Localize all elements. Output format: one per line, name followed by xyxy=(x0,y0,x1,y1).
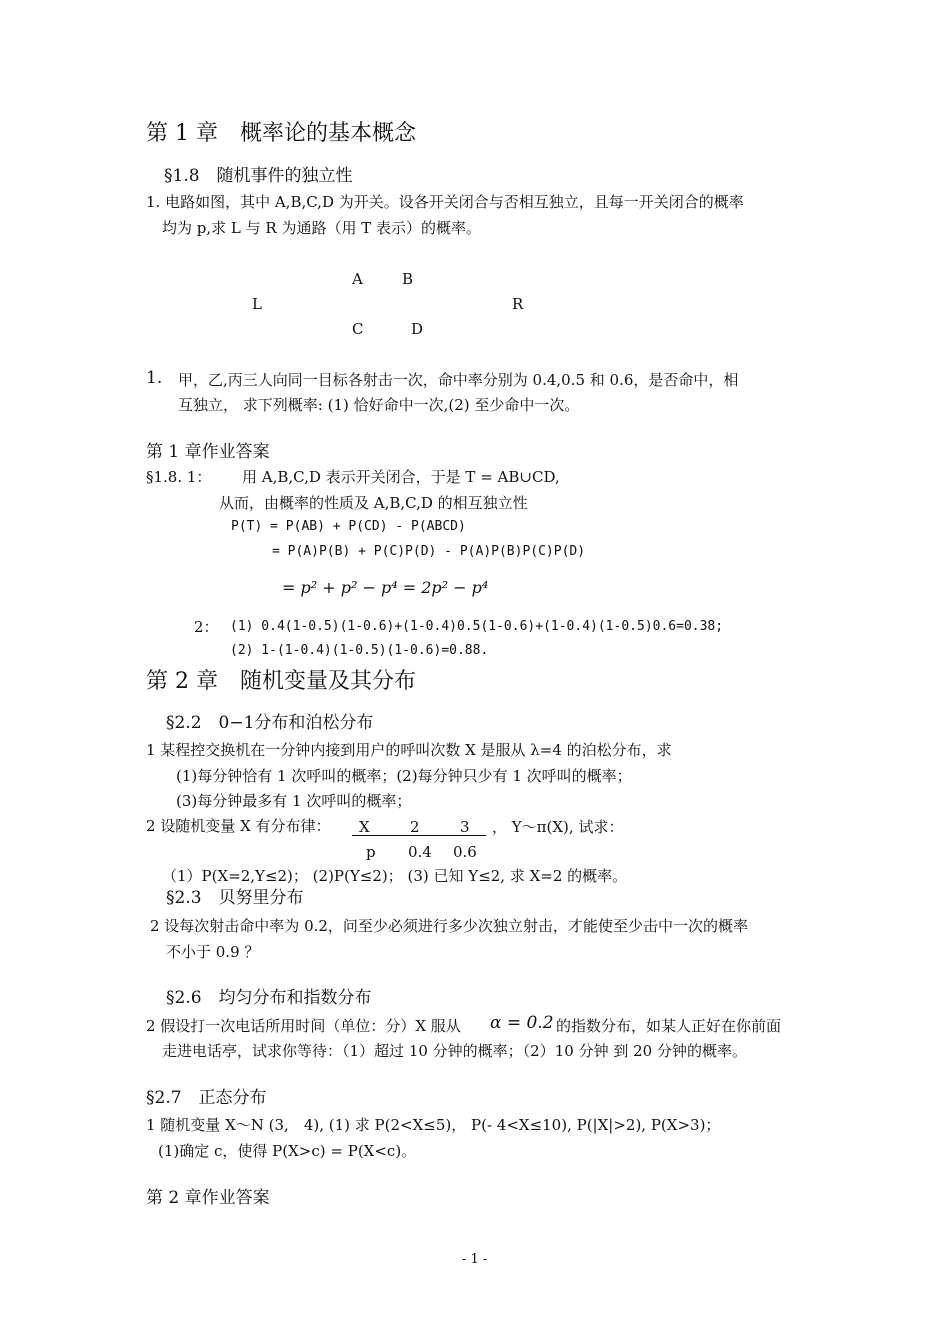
problem-2-line-1: 甲，乙,丙三人向同一目标各射击一次，命中率分别为 0.4,0.5 和 0.6，是否命中，相 xyxy=(178,371,739,389)
table-prob-2: 0.6 xyxy=(453,843,477,861)
switch-d-label: D xyxy=(411,320,424,338)
alpha-formula: α = 0.2 xyxy=(490,1013,554,1033)
switch-a-label: A xyxy=(352,270,363,288)
section-2-3-heading: §2.3 贝努里分布 xyxy=(166,888,304,908)
answer-1-label: §1.8. 1： xyxy=(146,468,212,486)
section-2-2-heading: §2.2 0−1分布和泊松分布 xyxy=(166,713,374,733)
problem-1-line-1: 1. 电路如图，其中 A,B,C,D 为开关。设各开关闭合与否相互独立，且每一开关闭合的概率 xyxy=(146,193,744,211)
switch-b-label: B xyxy=(402,270,414,288)
ch2-problem-1-line-1: 1 某程控交换机在一分钟内接到用户的呼叫次数 X 是服从 λ=4 的泊松分布，求 xyxy=(146,741,672,759)
ch2-problem-4-line-1a: 2 假设打一次电话所用时间（单位：分）X 服从 xyxy=(146,1017,461,1035)
switch-c-label: C xyxy=(352,320,364,338)
ch2-problem-5-line-2: (1)确定 c，使得 P(X>c) = P(X<c)。 xyxy=(158,1142,417,1160)
table-p-header: p xyxy=(366,843,376,861)
ch2-problem-2-lead: 2 设随机变量 X 有分布律： xyxy=(146,817,331,835)
ch2-problem-5-line-1: 1 随机变量 X～N (3, 4), (1) 求 P(2<X≤5)， P(- 4<X≤10), P(|X|>2), P(X>3)； xyxy=(146,1116,721,1134)
answer-2-label: 2： xyxy=(194,618,219,636)
answer-1-formula: = p² + p² − p⁴ = 2p² − p⁴ xyxy=(282,578,489,597)
table-rule xyxy=(352,835,486,836)
chapter-1-answers-title: 第 1 章作业答案 xyxy=(146,442,270,462)
section-1-8-heading: §1.8 随机事件的独立性 xyxy=(164,166,353,186)
section-2-6-heading: §2.6 均匀分布和指数分布 xyxy=(166,988,372,1008)
table-prob-1: 0.4 xyxy=(408,843,432,861)
chapter-2-answers-title: 第 2 章作业答案 xyxy=(146,1188,270,1208)
table-value-2: 2 xyxy=(410,818,420,836)
page-number: - 1 - xyxy=(462,1252,488,1267)
ch2-problem-2-tail: ， Y～π(X), 试求： xyxy=(492,818,624,836)
chapter-2-title: 第 2 章 随机变量及其分布 xyxy=(146,669,416,694)
ch2-problem-1-line-2: (1)每分钟恰有 1 次呼叫的概率；(2)每分钟只少有 1 次呼叫的概率； xyxy=(176,767,632,785)
answer-1-line-4: = P(A)P(B) + P(C)P(D) - P(A)P(B)P(C)P(D) xyxy=(272,544,586,559)
answer-1-line-3: P(T) = P(AB) + P(CD) - P(ABCD) xyxy=(231,519,466,534)
ch2-problem-2-line-3: （1）P(X=2,Y≤2)； (2)P(Y≤2)； (3) 已知 Y≤2, 求 X=2 的概率。 xyxy=(162,867,628,885)
section-2-7-heading: §2.7 正态分布 xyxy=(146,1088,267,1108)
ch2-problem-3-line-1: 2 设每次射击命中率为 0.2，问至少必须进行多少次独立射击，才能使至少击中一次的概率 xyxy=(150,917,748,935)
table-value-3: 3 xyxy=(460,818,470,836)
problem-2-line-2: 互独立， 求下列概率: (1) 恰好命中一次,(2) 至少命中一次。 xyxy=(178,396,580,414)
ch2-problem-3-line-2: 不小于 0.9 ？ xyxy=(166,943,260,961)
problem-2-number: 1. xyxy=(146,368,163,388)
problem-1-line-2: 均为 p,求 L 与 R 为通路（用 T 表示）的概率。 xyxy=(162,219,482,237)
node-l-label: L xyxy=(252,295,262,313)
answer-1-line-1: 用 A,B,C,D 表示开关闭合，于是 T = AB∪CD, xyxy=(242,468,560,486)
answer-2-line-2: (2) 1-(1-0.4)(1-0.5)(1-0.6)=0.88. xyxy=(230,643,489,658)
answer-2-line-1: (1) 0.4(1-0.5)(1-0.6)+(1-0.4)0.5(1-0.6)+(1-0.4)(1-0.5)0.6=0.38; xyxy=(230,619,724,634)
table-x-header: X xyxy=(359,818,370,836)
ch2-problem-4-line-1b: 的指数分布，如某人正好在你前面 xyxy=(556,1017,782,1035)
ch2-problem-1-line-3: (3)每分钟最多有 1 次呼叫的概率； xyxy=(176,792,412,810)
node-r-label: R xyxy=(512,295,524,313)
chapter-1-title: 第 1 章 概率论的基本概念 xyxy=(146,121,416,146)
answer-1-line-2: 从而，由概率的性质及 A,B,C,D 的相互独立性 xyxy=(219,494,528,512)
ch2-problem-4-line-2: 走进电话亭，试求你等待：（1）超过 10 分钟的概率；（2）10 分钟 到 20 分钟的概率。 xyxy=(162,1042,747,1060)
